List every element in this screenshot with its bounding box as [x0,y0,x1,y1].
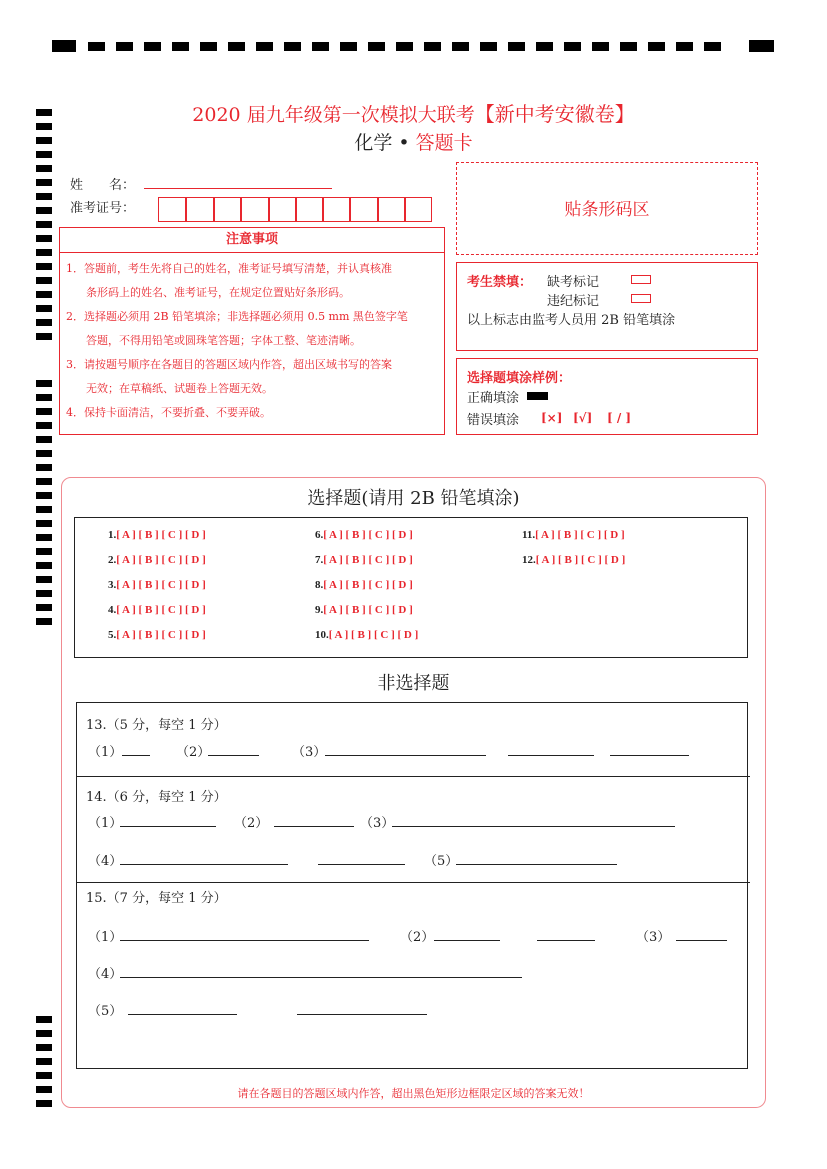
timing-mark [116,42,133,51]
q14-blank6-line[interactable] [456,864,617,865]
timing-mark [424,42,441,51]
page-subtitle [0,128,827,155]
note-item: 4．保持卡面清洁，不要折叠、不要弄破。 [66,406,271,419]
q15-blank2-label: （2） [400,930,435,945]
wrong-fill-label: 错误填涂 [467,413,520,428]
choice-q11[interactable]: 11.[ A ] [ B ] [ C ] [ D ] [522,529,625,541]
timing-mark [172,42,189,51]
choice-q10[interactable]: 10.[ A ] [ B ] [ C ] [ D ] [315,629,419,641]
q14-heading: 14.（6 分，每空 1 分） [86,790,227,805]
timing-mark [36,1016,52,1023]
q13-blank2-label: （2） [176,745,211,760]
q14-blank5-label: （5） [424,854,459,869]
timing-mark [36,263,52,270]
timing-mark [36,520,52,527]
q15-blank4-line[interactable] [676,940,727,941]
q14-blank5-line[interactable] [318,864,405,865]
timing-mark [36,464,52,471]
page-title [0,98,827,127]
footer-warning: 请在各题目的答题区域内作答，超出黑色矩形边框限定区域的答案无效！ [237,1087,590,1100]
absent-label: 缺考标记 [547,275,600,290]
timing-mark [284,42,301,51]
fill-example-box [456,358,758,435]
timing-mark [312,42,329,51]
forbidden-note: 以上标志由监考人员用 2B 铅笔填涂 [467,313,676,328]
timing-mark [36,207,52,214]
q13-heading: 13.（5 分，每空 1 分） [86,718,227,733]
choice-q7[interactable]: 7.[ A ] [ B ] [ C ] [ D ] [315,554,413,566]
choice-q9[interactable]: 9.[ A ] [ B ] [ C ] [ D ] [315,604,413,616]
timing-mark [36,1072,52,1079]
wrong-mark-x: [×] [541,411,563,425]
note-item: 2．选择题必须用 2B 铅笔填涂；非选择题必须用 0.5 mm 黑色签字笔 [66,310,408,323]
id-digit-box[interactable] [323,197,350,222]
timing-mark [36,333,52,340]
timing-mark [200,42,217,51]
forbidden-title: 考生禁填： [467,275,533,290]
timing-mark [36,1058,52,1065]
timing-mark [508,42,525,51]
id-digit-box[interactable] [214,197,241,222]
choice-title: 选择题(请用 2B 铅笔填涂) [307,488,520,509]
timing-mark [452,42,469,51]
choice-q4[interactable]: 4.[ A ] [ B ] [ C ] [ D ] [108,604,206,616]
id-digit-box[interactable] [269,197,296,222]
timing-mark [564,42,581,51]
timing-mark [676,42,693,51]
timing-mark [480,42,497,51]
timing-mark [704,42,721,51]
q15-blank6-line[interactable] [128,1014,237,1015]
q14-blank4-label: （4） [88,854,123,869]
timing-mark [36,277,52,284]
q14-blank3-line[interactable] [392,826,675,827]
forbidden-box [456,262,758,351]
barcode-area [456,162,758,255]
choice-q1[interactable]: 1.[ A ] [ B ] [ C ] [ D ] [108,529,206,541]
timing-mark [36,394,52,401]
timing-mark [144,42,161,51]
note-item: 1．答题前，考生先将自己的姓名，准考证号填写清楚，并认真核准 [66,262,392,275]
timing-mark [396,42,413,51]
id-digit-box[interactable] [186,197,214,222]
q14-blank4-line[interactable] [120,864,288,865]
absent-checkbox[interactable] [631,275,651,284]
timing-mark [368,42,385,51]
id-digit-box[interactable] [378,197,405,222]
timing-mark [36,408,52,415]
timing-mark [536,42,553,51]
timing-mark [36,618,52,625]
q15-blank5-label: （5） [88,1004,123,1019]
notes-title: 注意事项 [60,228,444,253]
notes-list [60,253,444,425]
note-item: 条形码上的姓名、准考证号，在规定位置贴好条形码。 [86,286,350,299]
q13-divider [76,776,750,777]
timing-mark [36,249,52,256]
subtitle-dot: • [398,132,410,154]
timing-mark [36,193,52,200]
q15-blank3-line[interactable] [537,940,595,941]
timing-mark [36,450,52,457]
timing-mark [36,590,52,597]
violation-label: 违纪标记 [547,294,600,309]
timing-mark [340,42,357,51]
note-item: 3．请按题号顺序在各题目的答题区域内作答，超出区域书写的答案 [66,358,392,371]
id-digit-box[interactable] [158,197,186,222]
card-label: 答题卡 [415,132,473,154]
timing-mark [36,319,52,326]
timing-mark [88,42,105,51]
q13-blank1-label: （1） [88,745,123,760]
correct-fill-label: 正确填涂 [467,391,520,406]
timing-mark [36,380,52,387]
choice-q3[interactable]: 3.[ A ] [ B ] [ C ] [ D ] [108,579,206,591]
choice-q12[interactable]: 12.[ A ] [ B ] [ C ] [ D ] [522,554,626,566]
q13-blank5-line[interactable] [610,755,689,756]
timing-mark [36,1030,52,1037]
timing-mark [648,42,665,51]
q14-blank2-line[interactable] [274,826,354,827]
q15-blank5-line[interactable] [120,977,522,978]
q15-blank1-label: （1） [88,930,123,945]
student-id-label: 准考证号： [70,201,136,216]
timing-mark [36,436,52,443]
q15-blank7-line[interactable] [297,1014,427,1015]
timing-mark [36,422,52,429]
id-digit-box[interactable] [241,197,269,222]
timing-mark [592,42,609,51]
q14-blank2-label: （2） [234,816,269,831]
q13-blank3-label: （3） [292,745,327,760]
q14-blank3-label: （3） [360,816,395,831]
q15-blank1-line[interactable] [120,940,369,941]
timing-mark [36,576,52,583]
timing-mark [36,604,52,611]
timing-mark [749,40,774,52]
title-prefix: 2020 届九年级第一次模拟大联考 [192,104,475,126]
q13-blank4-line[interactable] [508,755,594,756]
id-digit-box[interactable] [350,197,378,222]
q13-blank1-line[interactable] [122,755,150,756]
timing-mark [620,42,637,51]
timing-mark [36,179,52,186]
timing-mark [36,235,52,242]
timing-mark [36,1100,52,1107]
timing-mark [228,42,245,51]
q15-heading: 15.（7 分，每空 1 分） [86,891,227,906]
q15-blank3-label: （3） [636,930,671,945]
barcode-label: 贴条形码区 [564,200,650,220]
timing-mark [52,40,76,52]
name-label: 姓 名： [70,178,136,193]
wrong-mark-slash: [ / ] [607,411,632,425]
timing-mark [36,221,52,228]
title-bracket: 【新中考安徽卷】 [474,102,635,126]
correct-fill-mark [527,392,548,400]
choice-q5[interactable]: 5.[ A ] [ B ] [ C ] [ D ] [108,629,206,641]
q13-blank2-line[interactable] [208,755,259,756]
wrong-mark-check: [√] [573,411,593,425]
q14-blank1-label: （1） [88,816,123,831]
timing-mark [36,1044,52,1051]
timing-mark [256,42,273,51]
choice-q6[interactable]: 6.[ A ] [ B ] [ C ] [ D ] [315,529,413,541]
timing-mark [36,548,52,555]
choice-q8[interactable]: 8.[ A ] [ B ] [ C ] [ D ] [315,579,413,591]
id-digit-box[interactable] [296,197,323,222]
timing-mark [36,291,52,298]
nonchoice-title: 非选择题 [377,673,450,694]
timing-mark [36,305,52,312]
timing-mark [36,534,52,541]
name-input-line[interactable] [144,188,332,189]
fill-example-title: 选择题填涂样例： [467,371,572,386]
choice-q2[interactable]: 2.[ A ] [ B ] [ C ] [ D ] [108,554,206,566]
id-digit-box[interactable] [405,197,432,222]
note-item: 答题，不得用铅笔或圆珠笔答题；字体工整、笔迹清晰。 [86,334,361,347]
q15-blank2-line[interactable] [434,940,500,941]
timing-mark [36,165,52,172]
timing-mark [36,562,52,569]
q13-blank3-line[interactable] [325,755,486,756]
violation-checkbox[interactable] [631,294,651,303]
note-item: 无效；在草稿纸、试题卷上答题无效。 [86,382,273,395]
q14-blank1-line[interactable] [120,826,216,827]
q15-blank4-label: （4） [88,967,123,982]
q14-divider [76,882,750,883]
subject-label: 化学 [354,132,393,154]
notes-box [59,227,445,435]
